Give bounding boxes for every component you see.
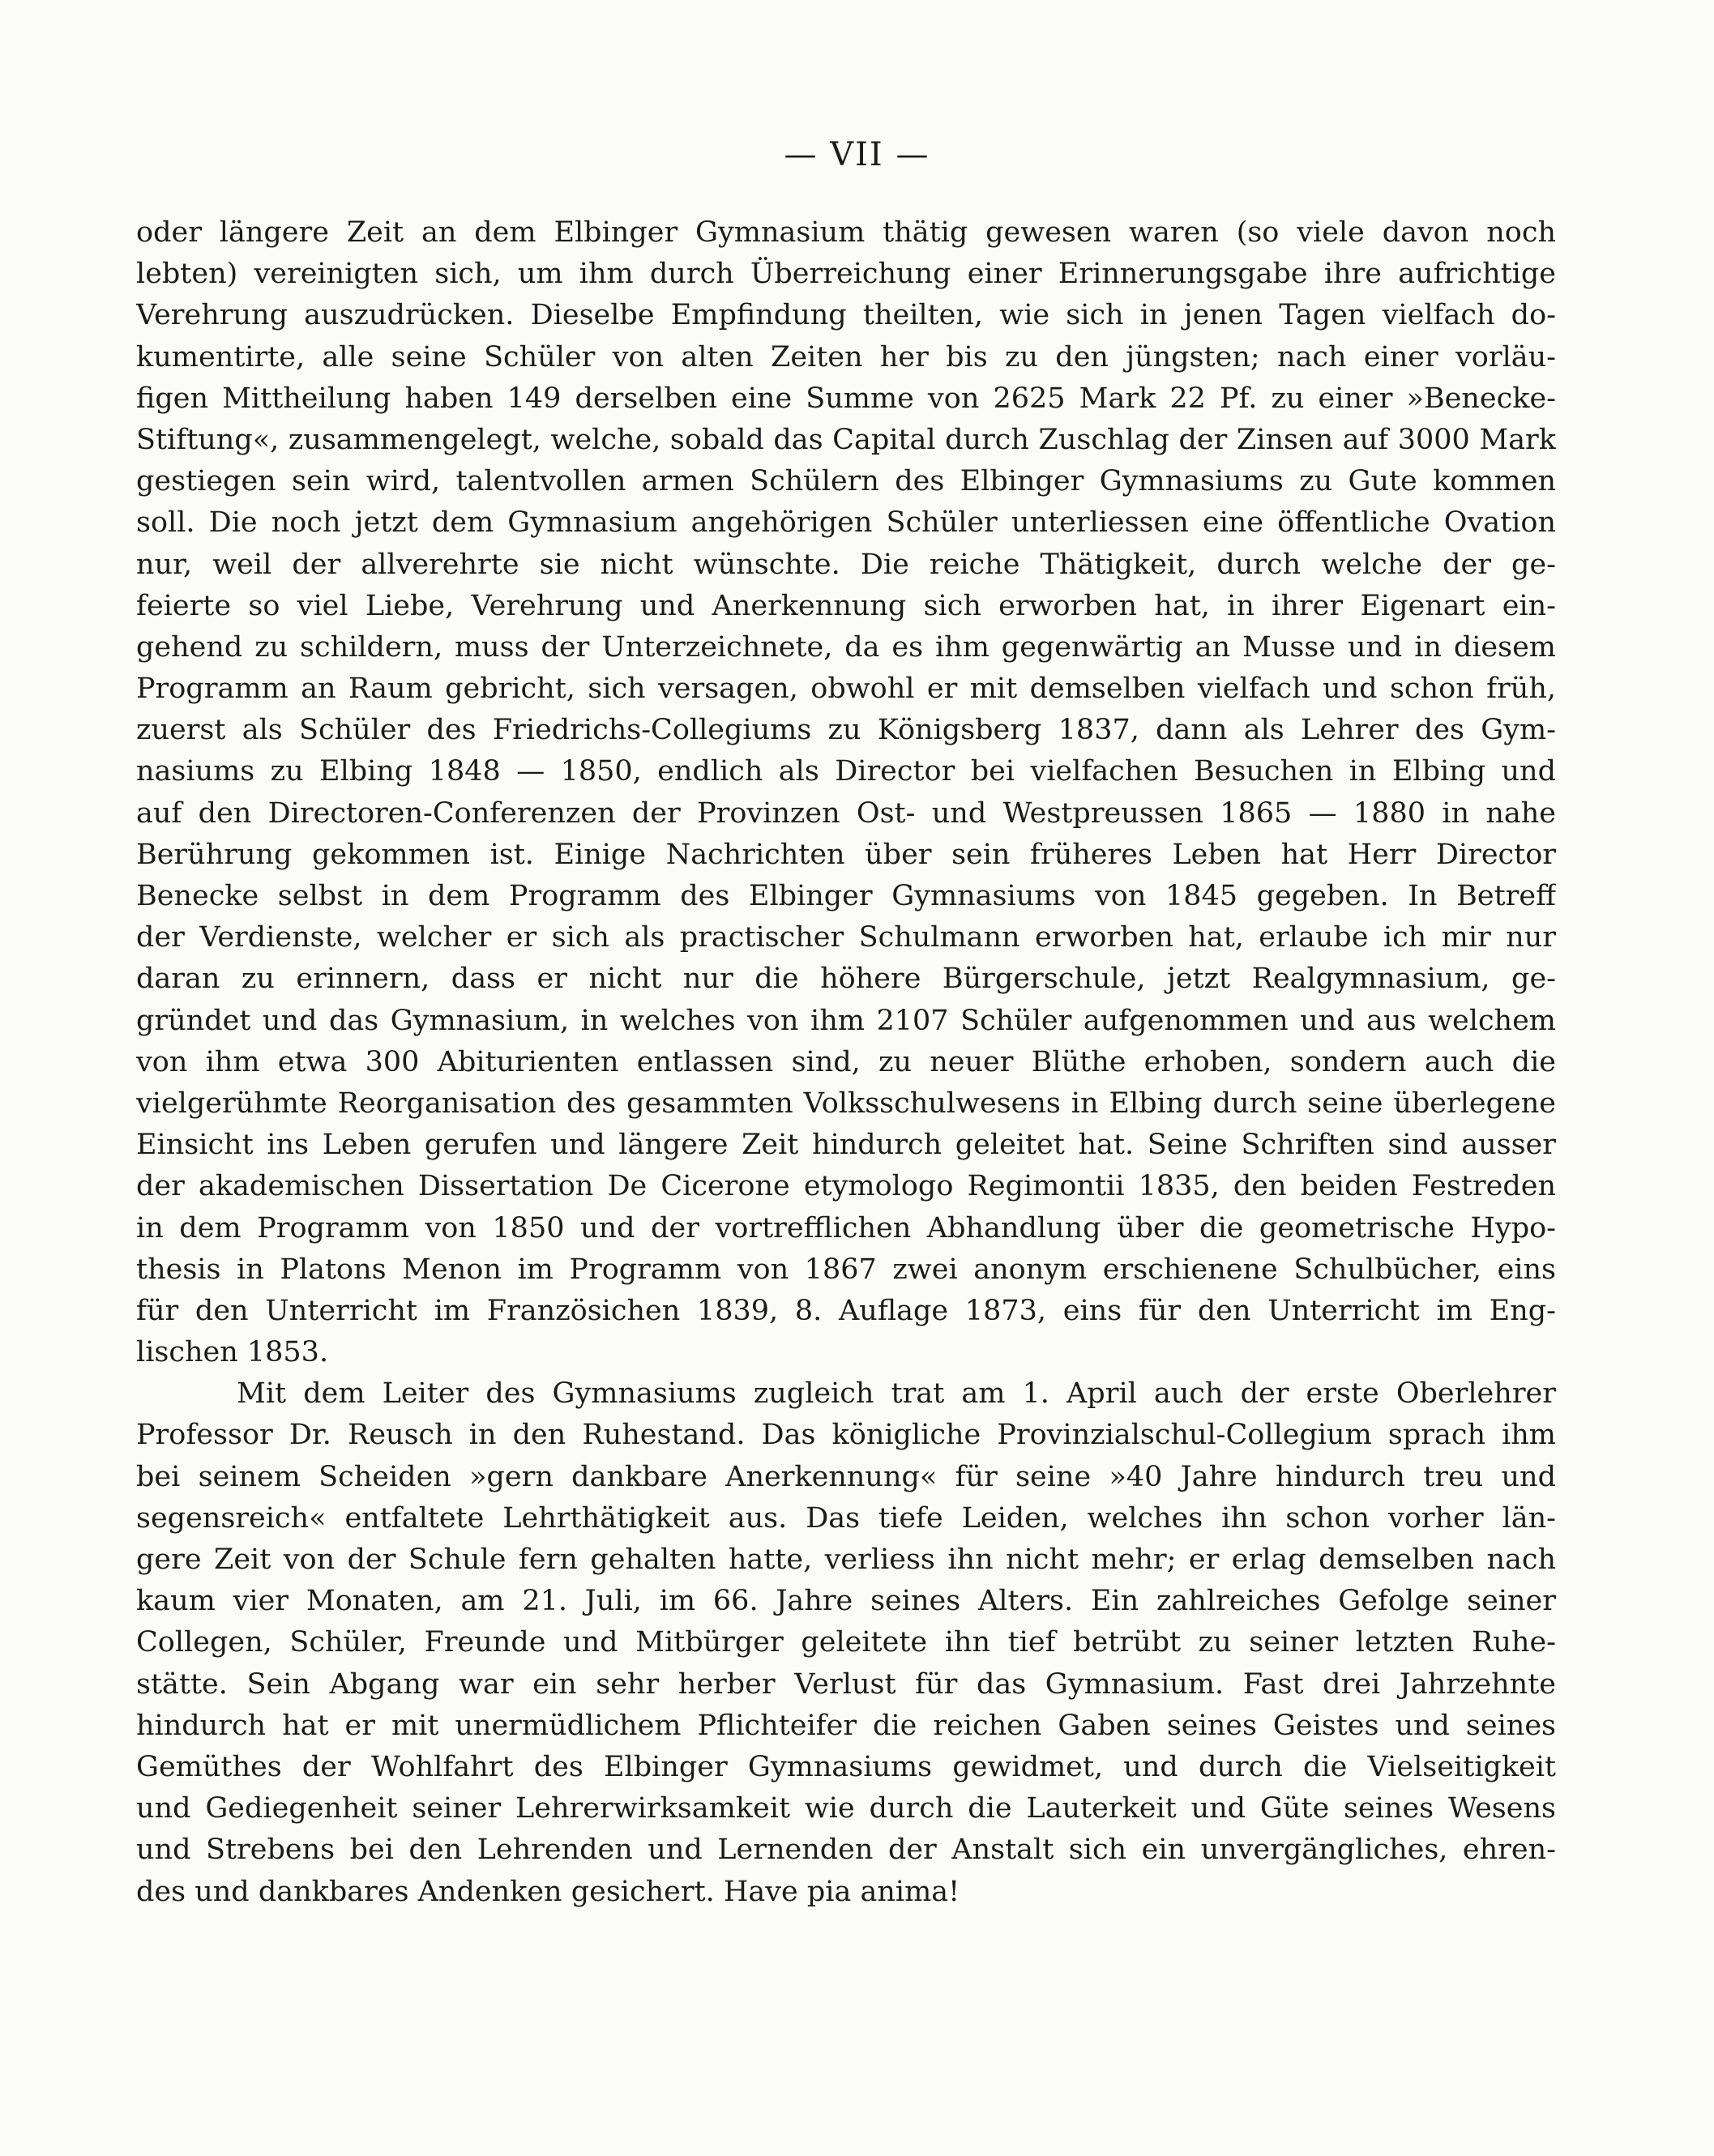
text-line: für den Unterricht im Französichen 1839, 8. Auflage 1873, eins für den Unterricht im Eng- bbox=[136, 1294, 1556, 1327]
text-line: Mit dem Leiter des Gymnasiums zugleich trat am 1. April auch der erste Oberlehrer bbox=[237, 1377, 1556, 1411]
text-line: von ihm etwa 300 Abiturienten entlassen sind, zu neuer Blüthe erhoben, sondern auch die bbox=[136, 1045, 1556, 1078]
text-line: zuerst als Schüler des Friedrichs-Collegiums zu Königsberg 1837, dann als Lehrer des Gym- bbox=[136, 714, 1556, 747]
text-line: Berührung gekommen ist. Einige Nachrichten über sein früheres Leben hat Herr Director bbox=[136, 838, 1556, 871]
text-line: stätte. Sein Abgang war ein sehr herber Verlust für das Gymnasium. Fast drei Jahrzehnte bbox=[136, 1667, 1556, 1701]
text-line: nasiums zu Elbing 1848 — 1850, endlich als Director bei vielfachen Besuchen in Elbing und bbox=[136, 755, 1556, 788]
text-line: hindurch hat er mit unermüdlichem Pflichteifer die reichen Gaben seines Geistes und seines bbox=[136, 1709, 1556, 1742]
text-line: Collegen, Schüler, Freunde und Mitbürger geleitete ihn tief betrübt zu seiner letzten Ruhe- bbox=[136, 1626, 1556, 1659]
text-line: Einsicht ins Leben gerufen und längere Zeit hindurch geleitet hat. Seine Schriften sind ausser bbox=[136, 1129, 1556, 1162]
text-line: gründet und das Gymnasium, in welches von ihm 2107 Schüler aufgenommen und aus welchem bbox=[136, 1004, 1556, 1037]
text-line: und Gediegenheit seiner Lehrerwirksamkeit wie durch die Lauterkeit und Güte seines Wesens bbox=[136, 1792, 1556, 1825]
text-line: Stiftung«, zusammengelegt, welche, sobald das Capital durch Zuschlag der Zinsen auf 3000 Mark bbox=[136, 423, 1556, 456]
text-line: lebten) vereinigten sich, um ihm durch Überreichung einer Erinnerungsgabe ihre aufrichtige bbox=[136, 258, 1556, 291]
text-line: Benecke selbst in dem Programm des Elbinger Gymnasiums von 1845 gegeben. In Betreff bbox=[136, 880, 1556, 912]
text-line: feierte so viel Liebe, Verehrung und Anerkennung sich erworben hat, in ihrer Eigenart ein- bbox=[136, 589, 1556, 622]
text-line: oder längere Zeit an dem Elbinger Gymnasium thätig gewesen waren (so viele davon noch bbox=[136, 216, 1556, 249]
text-line: in dem Programm von 1850 und der vortrefflichen Abhandlung über die geometrische Hypo- bbox=[136, 1211, 1556, 1245]
text-line: lischen 1853. bbox=[136, 1336, 329, 1369]
text-line: daran zu erinnern, dass er nicht nur die höhere Bürgerschule, jetzt Realgymnasium, ge- bbox=[136, 963, 1556, 996]
page-number: — VII — bbox=[784, 136, 930, 173]
text-line: des und dankbares Andenken gesichert. Have pia anima! bbox=[136, 1875, 960, 1908]
text-line: der akademischen Dissertation De Cicerone etymologo Regimontii 1835, den beiden Festreden bbox=[136, 1170, 1556, 1203]
text-line: auf den Directoren-Conferenzen der Provinzen Ost- und Westpreussen 1865 — 1880 in nahe bbox=[136, 796, 1556, 830]
text-line: gere Zeit von der Schule fern gehalten hatte, verliess ihn nicht mehr; er erlag demselben nach bbox=[136, 1543, 1556, 1576]
text-line: gehend zu schildern, muss der Unterzeichnete, da es ihm gegenwärtig an Musse und in diesem bbox=[136, 630, 1556, 664]
text-line: Professor Dr. Reusch in den Ruhestand. Das königliche Provinzialschul-Collegium sprach ihm bbox=[136, 1419, 1556, 1452]
text-line: thesis in Platons Menon im Programm von 1867 zwei anonym erschienene Schulbücher, eins bbox=[136, 1253, 1556, 1286]
text-line: bei seinem Scheiden »gern dankbare Anerkennung« für seine »40 Jahre hindurch treu und bbox=[136, 1460, 1556, 1493]
text-line: soll. Die noch jetzt dem Gymnasium angehörigen Schüler unterliessen eine öffentliche Ovation bbox=[136, 506, 1556, 540]
text-line: segensreich« entfaltete Lehrthätigkeit aus. Das tiefe Leiden, welches ihn schon vorher län- bbox=[136, 1501, 1556, 1535]
text-line: kaum vier Monaten, am 21. Juli, im 66. Jahre seines Alters. Ein zahlreiches Gefolge seiner bbox=[136, 1585, 1556, 1618]
text-line: vielgerühmte Reorganisation des gesammten Volksschulwesens in Elbing durch seine überlegene bbox=[136, 1087, 1556, 1120]
text-line: figen Mittheilung haben 149 derselben eine Summe von 2625 Mark 22 Pf. zu einer »Benecke- bbox=[136, 382, 1556, 415]
text-line: Gemüthes der Wohlfahrt des Elbinger Gymnasiums gewidmet, und durch die Vielseitigkeit bbox=[136, 1750, 1556, 1783]
text-line: nur, weil der allverehrte sie nicht wünschte. Die reiche Thätigkeit, durch welche der ge- bbox=[136, 548, 1556, 581]
text-line: Verehrung auszudrücken. Dieselbe Empfindung theilten, wie sich in jenen Tagen vielfach do- bbox=[136, 299, 1556, 332]
text-line: und Strebens bei den Lehrenden und Lernenden der Anstalt sich ein unvergängliches, ehren- bbox=[136, 1834, 1556, 1867]
text-line: der Verdienste, welcher er sich als practischer Schulmann erworben hat, erlaube ich mir nur bbox=[136, 921, 1556, 954]
text-line: gestiegen sein wird, talentvollen armen Schülern des Elbinger Gymnasiums zu Gute kommen bbox=[136, 465, 1556, 498]
body-text bbox=[136, 212, 1556, 1913]
text-line: Programm an Raum gebricht, sich versagen, obwohl er mit demselben vielfach und schon früh, bbox=[136, 672, 1556, 706]
text-line: kumentirte, alle seine Schüler von alten Zeiten her bis zu den jüngsten; nach einer vorläu- bbox=[136, 340, 1556, 374]
